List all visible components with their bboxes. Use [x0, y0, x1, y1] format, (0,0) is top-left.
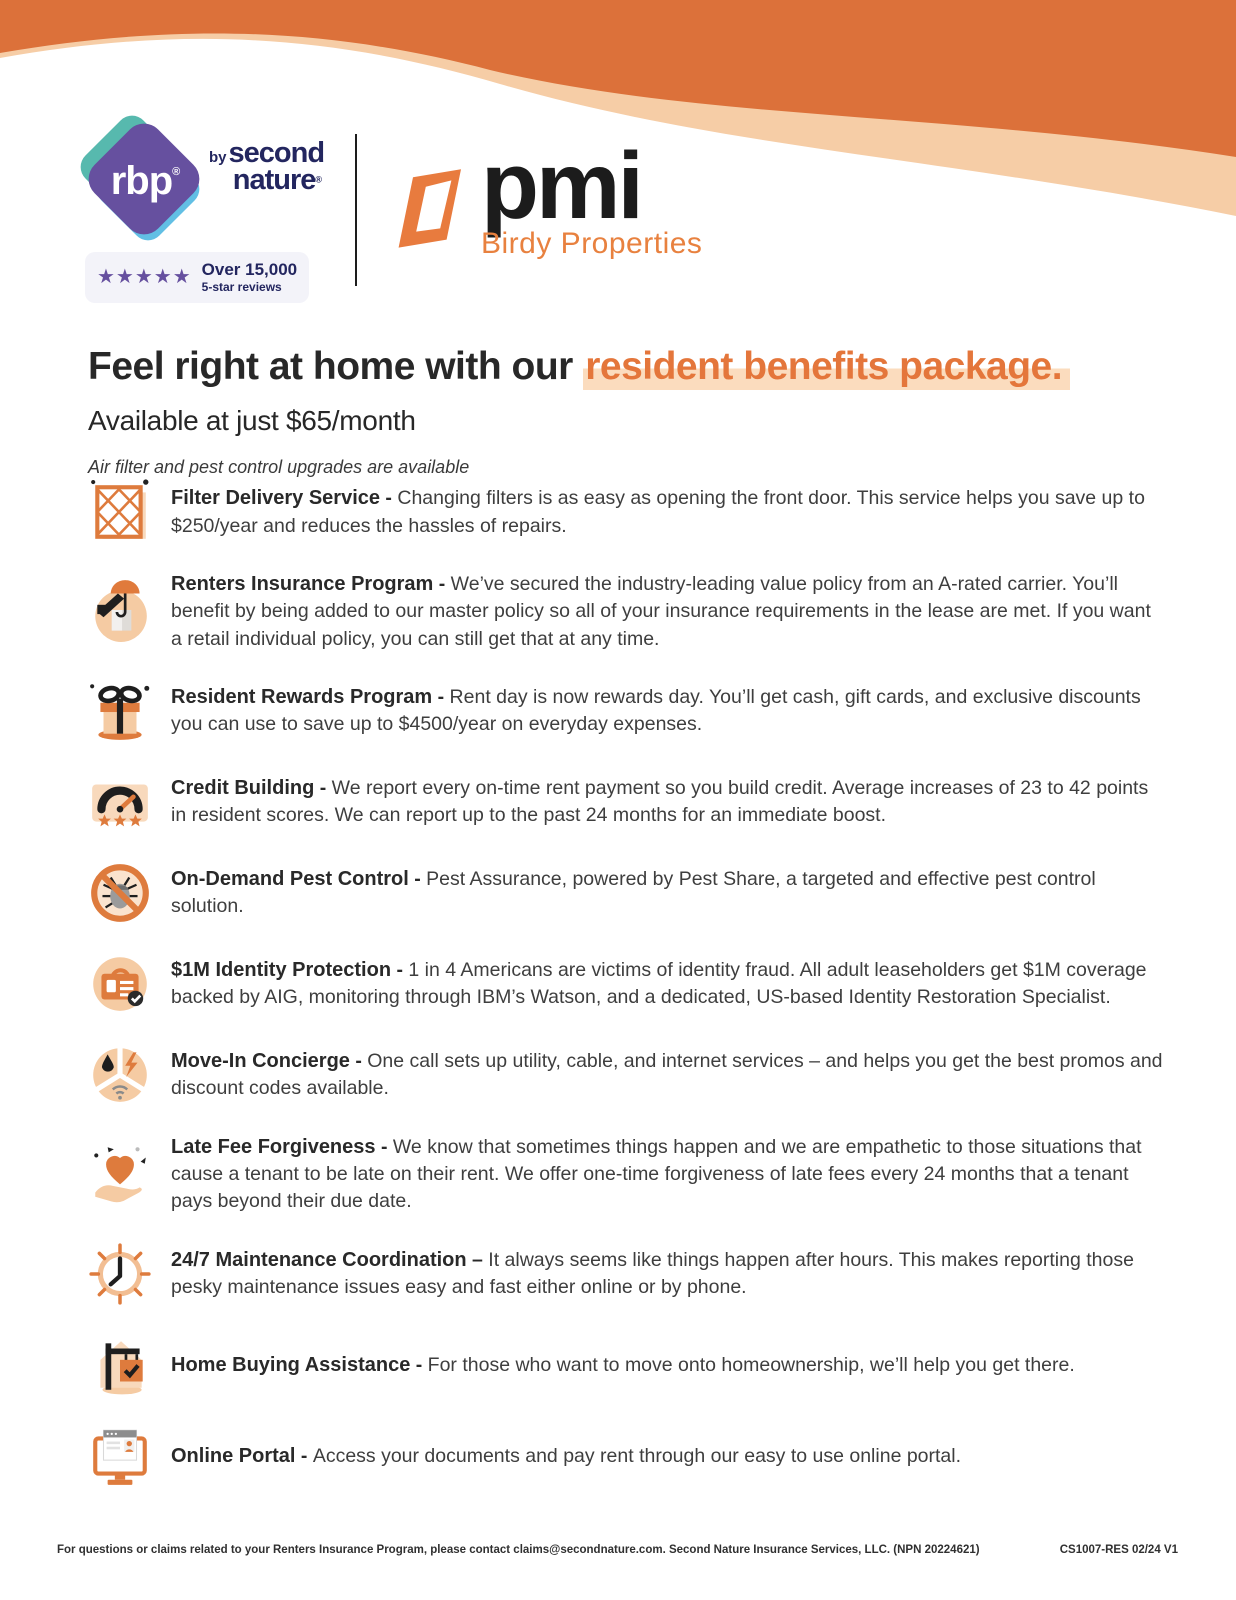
upgrades-note: Air filter and pest control upgrades are available: [88, 457, 470, 477]
title-highlight: resident benefits package.: [583, 345, 1070, 390]
benefit-title: 24/7 Maintenance Coordination: [171, 1248, 467, 1271]
benefit-text: [171, 865, 1163, 921]
benefit-title: Renters Insurance Program: [171, 573, 434, 595]
benefit-text: [171, 956, 1163, 1012]
benefit-separator: -: [375, 1135, 393, 1158]
benefit-description: It always seems like things happen after hours. This makes reporting those pesky maintenance issues easy and fast either online or by phone.: [171, 1248, 1134, 1299]
benefit-title: Home Buying Assistance: [171, 1353, 411, 1376]
benefit-separator: –: [466, 1248, 489, 1271]
five-stars-icon: ★★★★★: [97, 266, 192, 289]
benefit-row: [85, 678, 1163, 744]
benefit-description: We’ve secured the industry-leading value policy from an A-rated carrier. You’ll benefit by being added to our master policy so all of your insurance requirements in the lease are met. If you want a retail individual policy, you can still get that at any time.: [171, 573, 1151, 650]
benefit-row: [85, 1423, 1163, 1489]
benefit-title: $1M Identity Protection: [171, 959, 392, 982]
benefit-row: [85, 1332, 1163, 1398]
resident-rewards-icon: [85, 678, 155, 744]
benefit-description: Rent day is now rewards day. You’ll get cash, gift cards, and exclusive discounts you can use to save up to $4500/year on everyday expenses.: [171, 686, 1141, 736]
footer: [57, 1544, 1178, 1556]
benefit-row: [85, 1133, 1163, 1216]
benefit-title: Filter Delivery Service: [171, 487, 381, 510]
by-label: by: [209, 149, 227, 166]
pmi-company-name: Birdy Properties: [481, 227, 703, 261]
pmi-logo-block: [389, 133, 703, 261]
registered-mark: ®: [315, 174, 323, 185]
benefit-description: Access your documents and pay rent through our easy to use online portal.: [312, 1444, 962, 1467]
reviews-text: [202, 261, 297, 294]
reviews-label: 5-star reviews: [201, 279, 282, 294]
benefit-title: Move-In Concierge: [171, 1050, 350, 1073]
benefit-description: For those who want to move onto homeownership, we’ll help you get there.: [427, 1353, 1075, 1376]
price-subtitle: Available at just $65/month: [88, 405, 416, 436]
benefit-separator: -: [391, 959, 409, 982]
reviews-badge: [85, 252, 309, 303]
benefit-row: [85, 769, 1163, 835]
benefit-title: Late Fee Forgiveness: [171, 1135, 376, 1158]
pest-control-icon: [85, 860, 155, 926]
logo-divider: [355, 134, 357, 286]
benefit-separator: -: [408, 868, 427, 891]
benefit-text: [171, 1047, 1163, 1103]
benefit-title: On-Demand Pest Control: [171, 868, 409, 891]
benefit-text: [171, 683, 1163, 739]
home-buying-icon: [85, 1332, 155, 1398]
benefit-text: [171, 1351, 1075, 1379]
benefit-title: Resident Rewards Program: [171, 686, 433, 709]
rbp-wordmark: rbp ®: [110, 158, 180, 203]
benefit-separator: -: [314, 777, 332, 800]
credit-building-icon: [85, 769, 155, 835]
second-nature-wordmark: bysecond nature®: [209, 137, 325, 196]
benefit-row: [85, 1241, 1163, 1307]
online-portal-icon: [85, 1423, 155, 1489]
benefit-description: We report every on-time rent payment so you build credit. Average increases of 23 to 42 points in resident scores. We can report up to the past 24 months for an immediate boost.: [171, 777, 1149, 827]
benefit-text: [171, 1133, 1163, 1216]
benefit-row: [85, 1042, 1163, 1108]
benefit-text: [171, 570, 1163, 653]
benefit-separator: -: [410, 1353, 428, 1376]
rbp-diamond-icon: [85, 118, 205, 244]
title-plain: Feel right at home with our: [88, 345, 584, 388]
footer-disclaimer: For questions or claims related to your Renters Insurance Program, please contact claims@secondnature.com. Second Nature Insurance Services, LLC. (NPN 20224621): [57, 1544, 980, 1556]
benefit-separator: -: [432, 686, 450, 709]
benefit-description: We know that sometimes things happen and we are empathetic to those situations that cause a tenant to be late on their rent. We offer one-time forgiveness of late fees every 24 months that a tenant pays beyond their due date.: [171, 1135, 1142, 1213]
benefit-title: Credit Building: [171, 777, 315, 800]
benefit-description: One call sets up utility, cable, and internet services – and helps you get the best promos and discount codes available.: [171, 1050, 1163, 1100]
registered-mark: ®: [172, 166, 180, 178]
benefit-row: [85, 479, 1163, 545]
benefit-text: [171, 1442, 961, 1470]
benefit-text: [171, 484, 1163, 540]
pmi-flag-icon: [389, 162, 469, 258]
benefit-row: [85, 951, 1163, 1017]
footer-doc-code: CS1007-RES 02/24 V1: [1059, 1544, 1178, 1556]
hero-section: [88, 345, 1198, 478]
rbp-second-nature-logo: [85, 118, 323, 244]
benefits-list: [85, 479, 1163, 1514]
benefit-row: [85, 860, 1163, 926]
benefit-separator: -: [295, 1444, 313, 1467]
benefit-description: Pest Assurance, powered by Pest Share, a targeted and effective pest control solution.: [171, 868, 1096, 918]
pmi-wordmark: pmi: [481, 133, 641, 240]
benefit-title: Online Portal: [171, 1444, 296, 1467]
benefit-separator: -: [433, 573, 451, 595]
maintenance-coordination-icon: [85, 1241, 155, 1307]
benefit-description: 1 in 4 Americans are victims of identity fraud. All adult leaseholders get $1M coverage backed by AIG, monitoring through IBM’s Watson, and a dedicated, US-based Identity Restoration Specialist.: [171, 959, 1147, 1009]
page-title: [88, 345, 1198, 389]
benefit-separator: -: [380, 487, 398, 510]
reviews-count: Over 15,000: [201, 260, 298, 279]
renters-insurance-icon: [85, 578, 155, 644]
move-in-concierge-icon: [85, 1042, 155, 1108]
benefit-description: Changing filters is as easy as opening the front door. This service helps you save up to $250/year and reduces the hassles of repairs.: [171, 487, 1145, 537]
rbp-logo-block: [85, 118, 323, 303]
benefit-text: [171, 1246, 1163, 1302]
benefit-row: [85, 570, 1163, 653]
filter-delivery-icon: [85, 479, 155, 545]
identity-protection-icon: [85, 951, 155, 1017]
benefit-text: [171, 774, 1163, 830]
logo-header: [85, 118, 702, 303]
late-fee-forgiveness-icon: [85, 1141, 155, 1207]
benefit-separator: -: [349, 1050, 368, 1073]
